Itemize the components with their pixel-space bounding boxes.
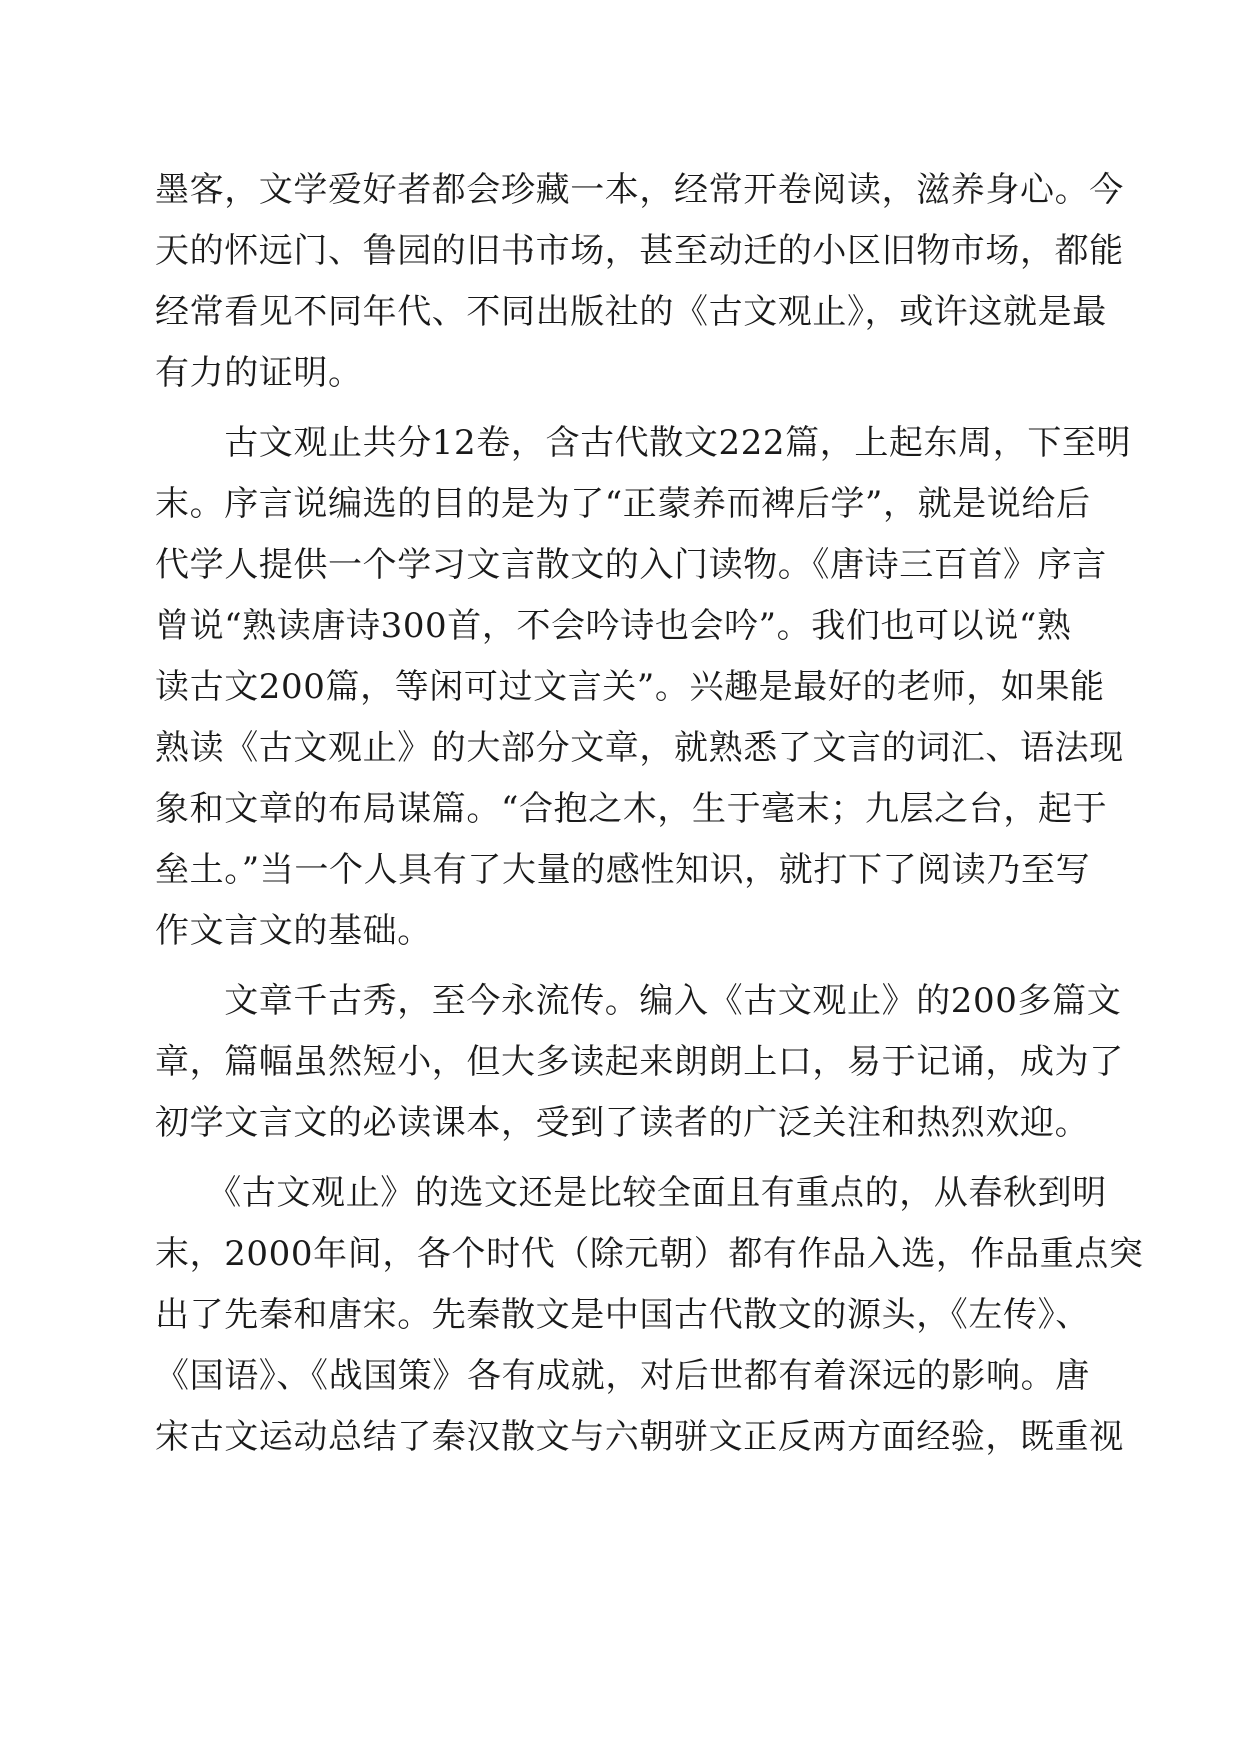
text-line: 《国语》、《战国策》各有成就，对后世都有着深远的影响。唐 <box>155 1356 1090 1396</box>
text-line: 末。序言说编选的目的是为了“正蒙养而裨后学”，就是说给后 <box>155 484 1091 524</box>
body-text <box>155 160 1144 1468</box>
text-line: 象和文章的布局谋篇。“合抱之木，生于毫末；九层之台，起于 <box>155 789 1108 829</box>
text-line: 章，篇幅虽然短小，但大多读起来朗朗上口，易于记诵，成为了 <box>155 1042 1124 1082</box>
text-line: 天的怀远门、鲁园的旧书市场，甚至动迁的小区旧物市场，都能 <box>155 231 1124 271</box>
text-line: 曾说“熟读唐诗300首，不会吟诗也会吟”。我们也可以说“熟 <box>155 606 1072 646</box>
text-line: 墨客，文学爱好者都会珍藏一本，经常开卷阅读，滋养身心。今 <box>155 170 1124 210</box>
text-line: 宋古文运动总结了秦汉散文与六朝骈文正反两方面经验，既重视 <box>155 1417 1124 1457</box>
text-line: 末，2000年间，各个时代（除元朝）都有作品入选，作品重点突 <box>155 1234 1144 1274</box>
text-line: 古文观止共分12卷，含古代散文222篇，上起东周，下至明 <box>155 423 1132 463</box>
text-line: 经常看见不同年代、不同出版社的《古文观止》，或许这就是最 <box>155 292 1107 332</box>
text-line: 垒土。”当一个人具有了大量的感性知识，就打下了阅读乃至写 <box>155 850 1091 890</box>
text-line: 出了先秦和唐宋。先秦散文是中国古代散文的源头，《左传》、 <box>155 1295 1090 1335</box>
text-line: 作文言文的基础。 <box>155 911 432 951</box>
text-line: 初学文言文的必读课本，受到了读者的广泛关注和热烈欢迎。 <box>155 1103 1090 1143</box>
text-line: 有力的证明。 <box>155 353 363 393</box>
text-line: 代学人提供一个学习文言散文的入门读物。《唐诗三百首》序言 <box>155 545 1107 585</box>
text-line: 文章千古秀，至今永流传。编入《古文观止》的200多篇文 <box>155 981 1122 1021</box>
text-line: 读古文200篇，等闲可过文言关”。兴趣是最好的老师，如果能 <box>155 667 1105 707</box>
text-line: 熟读《古文观止》的大部分文章，就熟悉了文言的词汇、语法现 <box>155 728 1124 768</box>
text-line: 《古文观止》的选文还是比较全面且有重点的，从春秋到明 <box>155 1173 1107 1213</box>
